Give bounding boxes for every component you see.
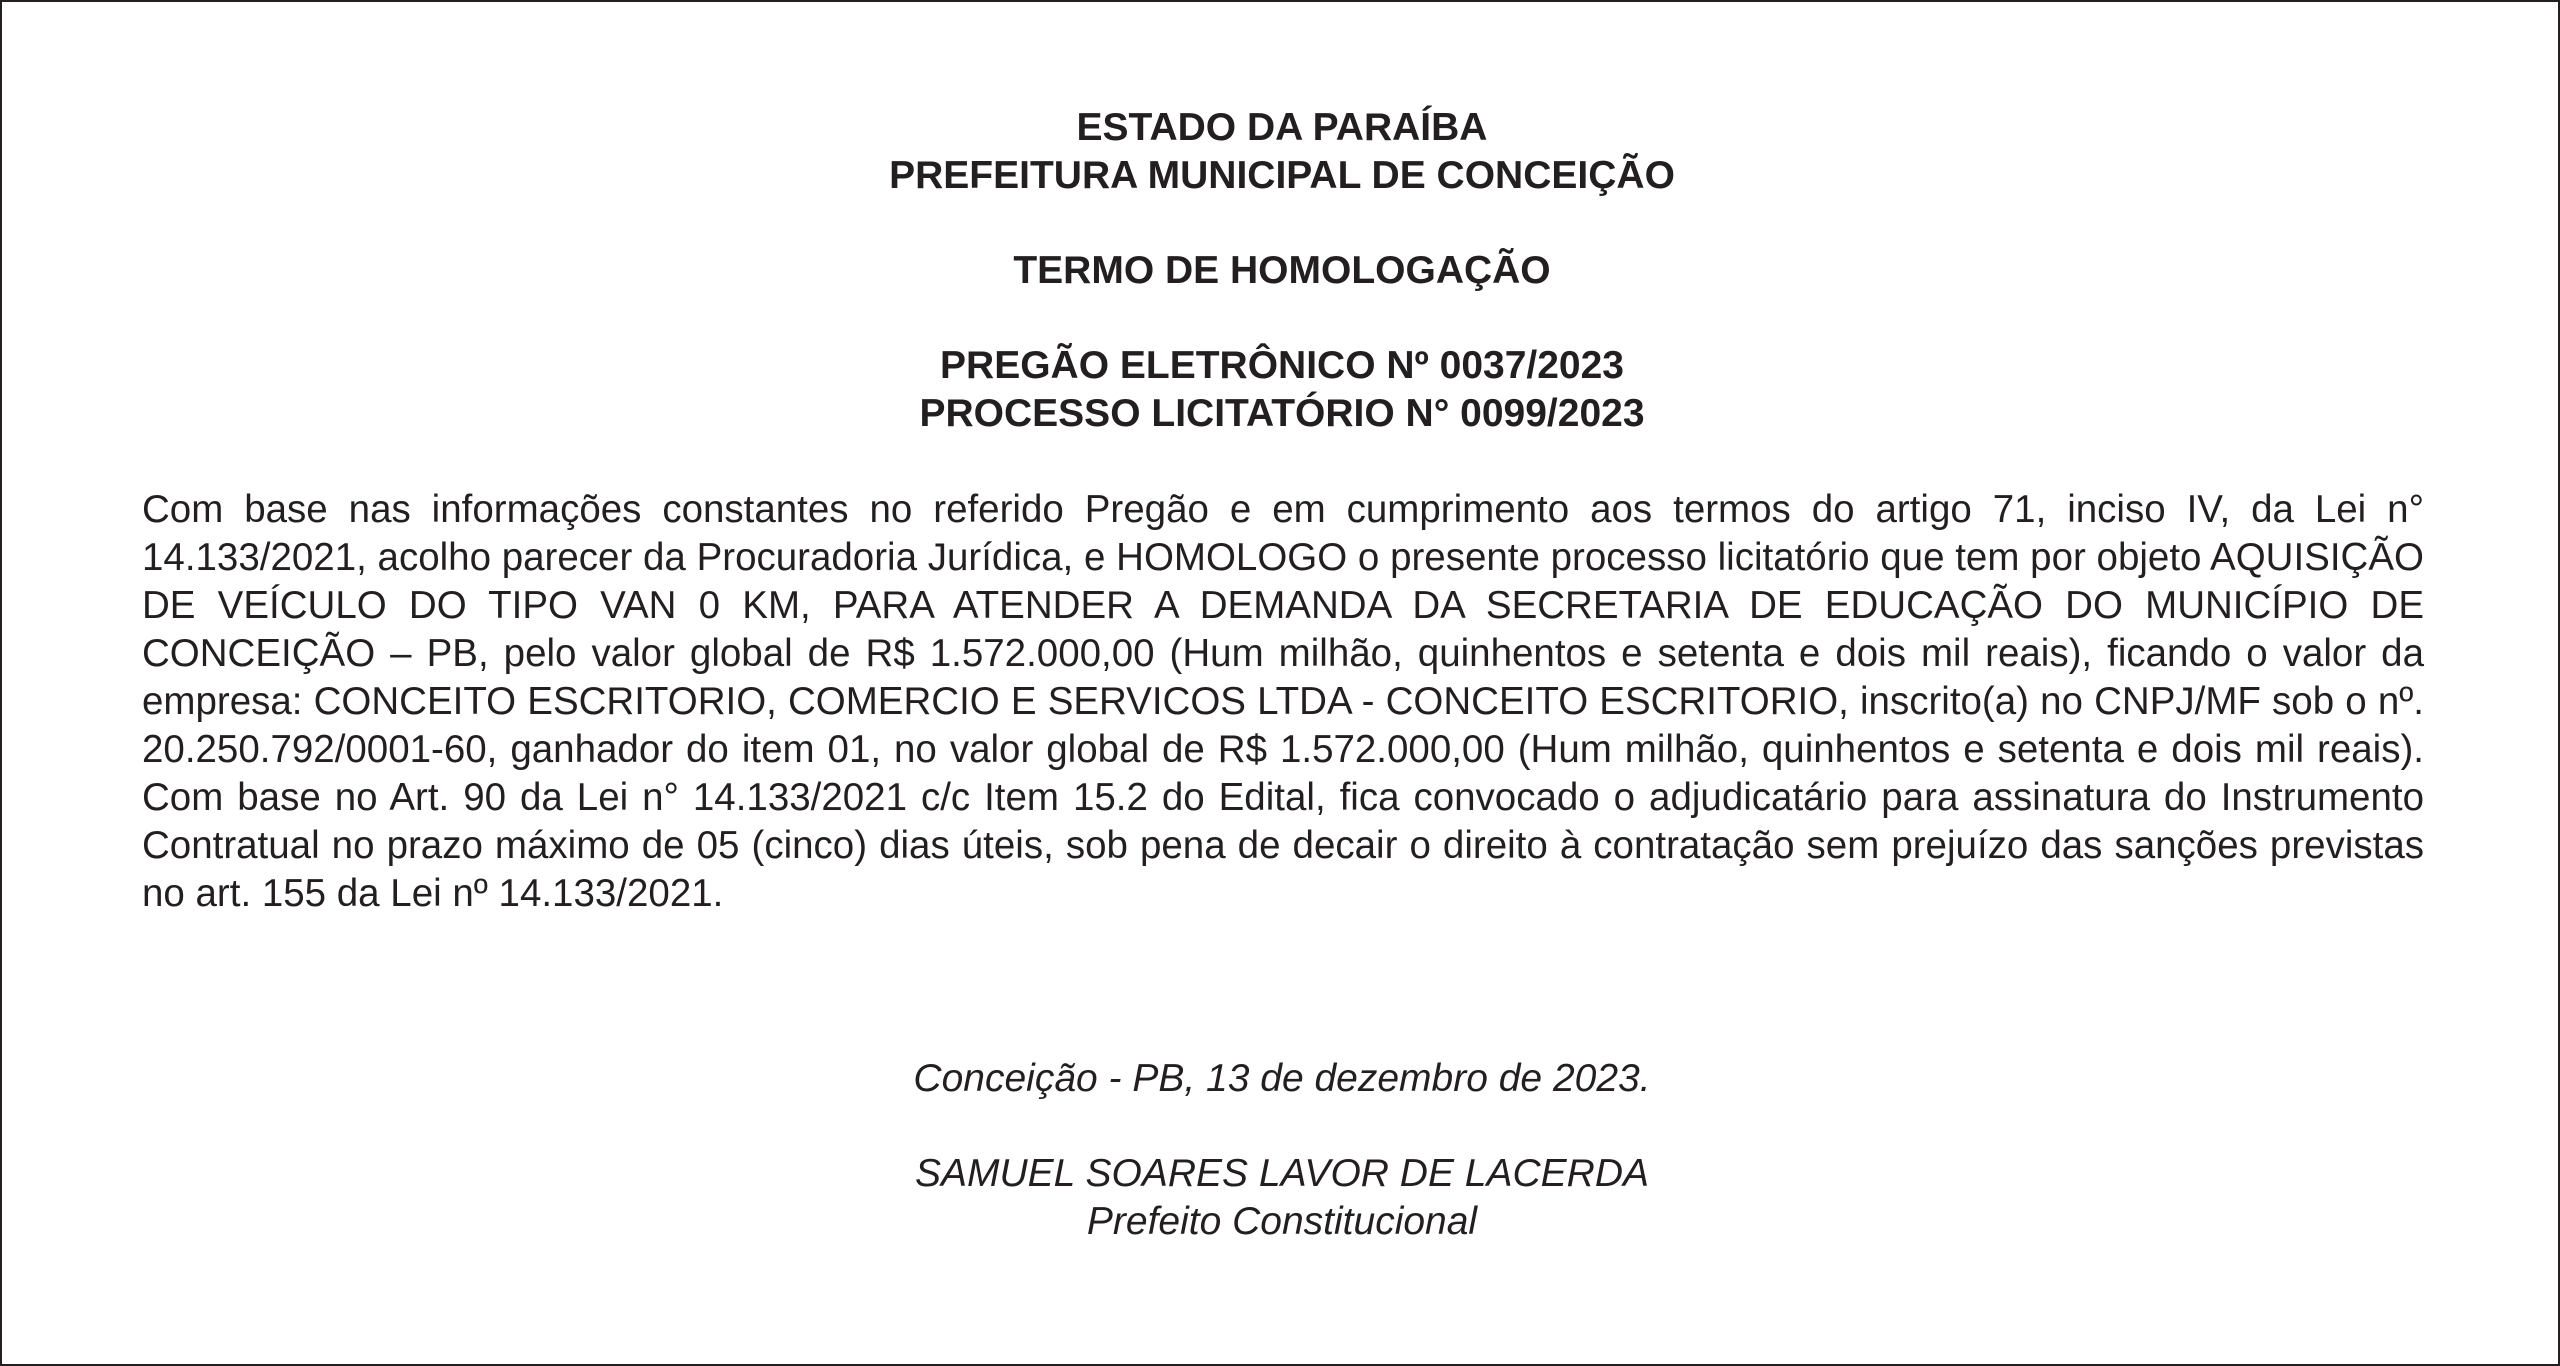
place-date: Conceição - PB, 13 de dezembro de 2023. xyxy=(913,1057,1651,1100)
document-title: TERMO DE HOMOLOGAÇÃO xyxy=(1013,249,1551,292)
process-number: PROCESSO LICITATÓRIO N° 0099/2023 xyxy=(919,392,1645,435)
auction-number: PREGÃO ELETRÔNICO Nº 0037/2023 xyxy=(940,344,1624,387)
signatory-name: SAMUEL SOARES LAVOR DE LACERDA xyxy=(914,1152,1650,1195)
state-heading: ESTADO DA PARAÍBA xyxy=(1076,106,1488,149)
body-paragraph: Com base nas informações constantes no referido Pregão e em cumprimento aos termos do artigo 71, inciso IV, da Lei n° 14.133/2021, acolho parecer da Procuradoria Jurídica, e HOMOLOGO o presente processo licitatório que tem por objeto AQUISIÇÃO DE VEÍCULO DO TIPO VAN 0 KM, PARA ATENDER A DEMANDA DA SECRETARIA DE EDUCAÇÃO DO MUNICÍPIO DE CONCEIÇÃO – PB, pelo valor global de R$ 1.572.000,00 (Hum milhão, quinhentos e setenta e dois mil reais), ficando o valor da empresa: CONCEITO ESCRITORIO, COMERCIO E SERVICOS LTDA - CONCEITO ESCRITORIO, inscrito(a) no CNPJ/MF sob o nº. 20.250.792/0001-60, ganhador do item 01, no valor global de R$ 1.572.000,00 (Hum milhão, quinhentos e setenta e dois mil reais). Com base no Art. 90 da Lei n° 14.133/2021 c/c Item 15.2 do Edital, fica convocado o adjudicatário para assinatura do Instrumento Contratual no prazo máximo de 05 (cinco) dias úteis, sob pena de decair o direito à contratação sem prejuízo das sanções previstas no art. 155 da Lei nº 14.133/2021. xyxy=(142,488,2424,915)
signatory-role: Prefeito Constitucional xyxy=(1086,1200,1478,1243)
city-hall-heading: PREFEITURA MUNICIPAL DE CONCEIÇÃO xyxy=(889,154,1675,197)
